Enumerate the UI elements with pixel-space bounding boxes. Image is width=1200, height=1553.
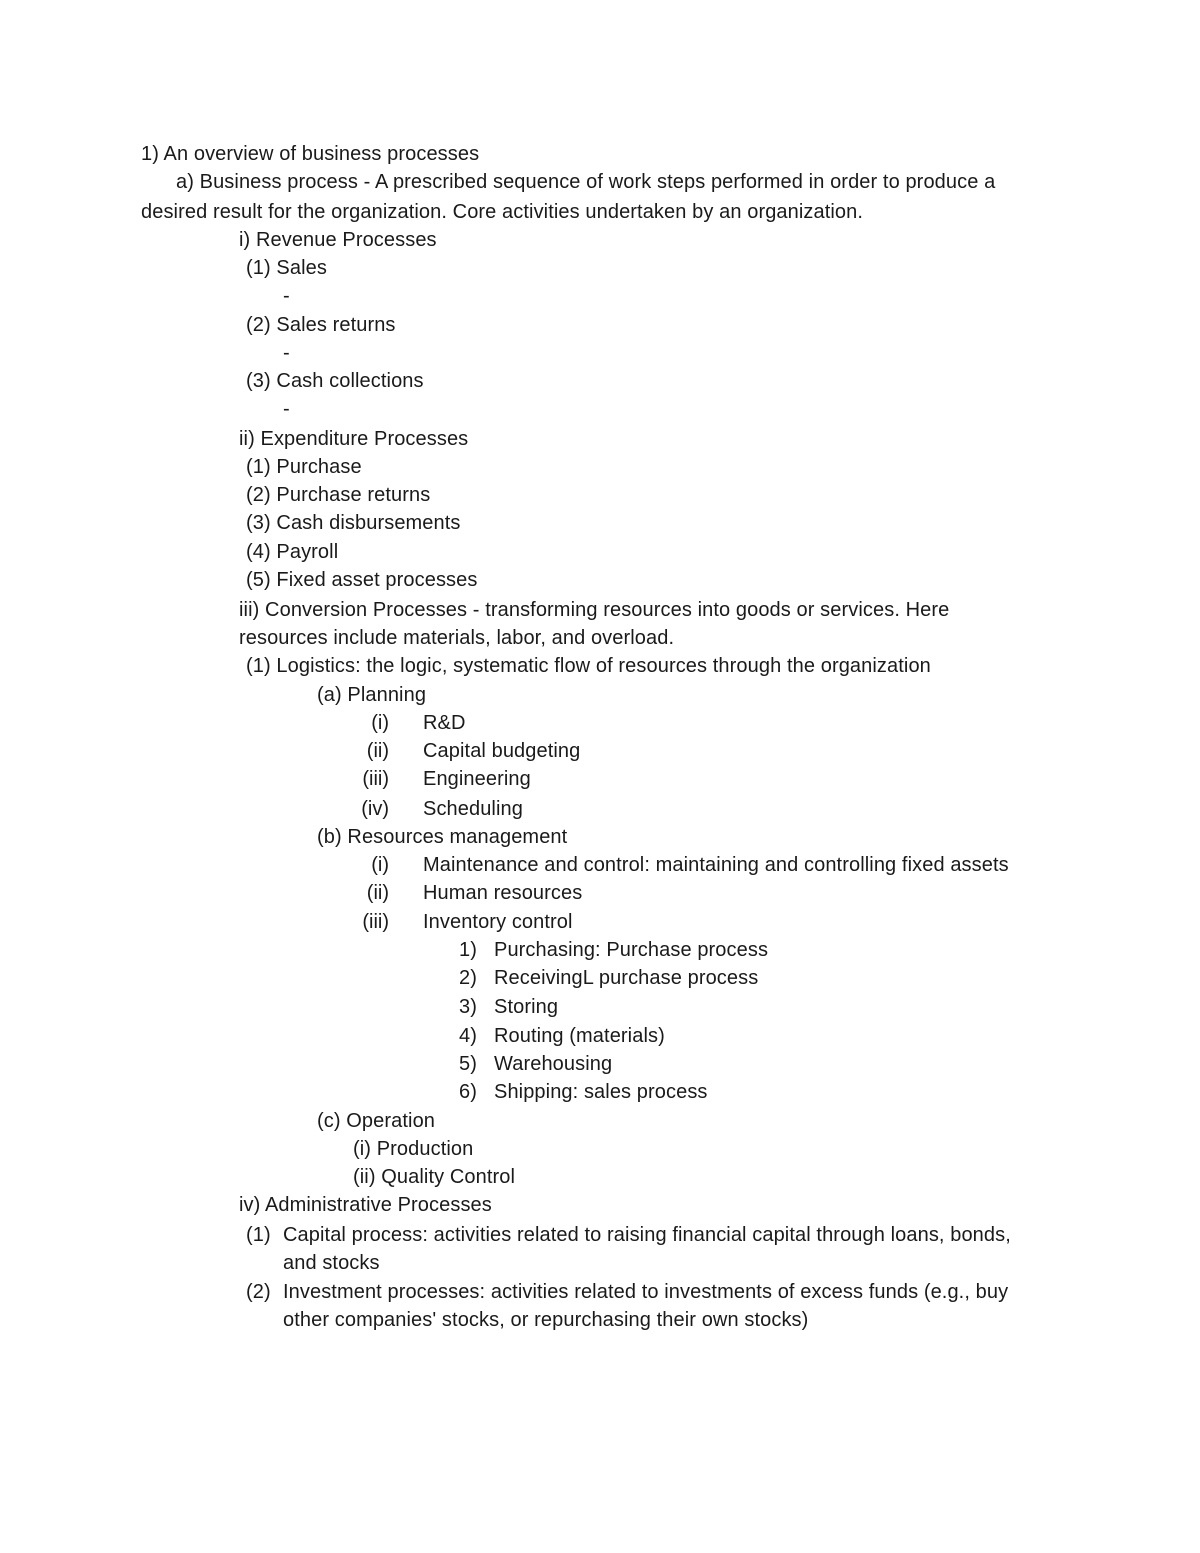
administrative-title: iv) Administrative Processes	[239, 1194, 492, 1216]
revenue-item: (3) Cash collections	[246, 370, 424, 392]
administrative-item-number: (1)	[246, 1224, 271, 1246]
definition-line-1: a) Business process - A prescribed sequence of work steps performed in order to produce a	[176, 171, 996, 193]
inventory-item-text: Warehousing	[494, 1053, 613, 1075]
expenditure-item: (4) Payroll	[246, 541, 339, 563]
resources-item-text: Maintenance and control: maintaining and controlling fixed assets	[423, 854, 1009, 876]
inventory-item-number: 3)	[459, 996, 477, 1018]
planning-item-number: (i)	[371, 712, 389, 734]
inventory-item-text: Routing (materials)	[494, 1025, 665, 1047]
investment-process-line-1: Investment processes: activities related to investments of excess funds (e.g., buy	[283, 1281, 1009, 1303]
inventory-item-number: 5)	[459, 1053, 477, 1075]
revenue-dash: -	[283, 398, 290, 420]
planning-item-number: (iv)	[361, 798, 389, 820]
planning-item-number: (iii)	[362, 768, 389, 790]
expenditure-title: ii) Expenditure Processes	[239, 428, 469, 450]
expenditure-item: (1) Purchase	[246, 456, 362, 478]
planning-item-text: Scheduling	[423, 798, 523, 820]
revenue-dash: -	[283, 285, 290, 307]
revenue-item: (1) Sales	[246, 257, 327, 279]
operation-item: (i) Production	[353, 1138, 474, 1160]
planning-item-text: Capital budgeting	[423, 740, 581, 762]
logistics-item: (1) Logistics: the logic, systematic flow of resources through the organization	[246, 655, 931, 677]
expenditure-item: (5) Fixed asset processes	[246, 569, 478, 591]
section-heading: 1) An overview of business processes	[141, 143, 480, 165]
inventory-item-number: 4)	[459, 1025, 477, 1047]
planning-title: (a) Planning	[317, 684, 427, 706]
resources-item-text: Human resources	[423, 882, 583, 904]
inventory-item-number: 6)	[459, 1081, 477, 1103]
expenditure-item: (2) Purchase returns	[246, 484, 431, 506]
resources-title: (b) Resources management	[317, 826, 568, 848]
investment-process-line-2: other companies' stocks, or repurchasing their own stocks)	[283, 1309, 809, 1331]
operation-item: (ii) Quality Control	[353, 1166, 516, 1188]
planning-item-text: Engineering	[423, 768, 531, 790]
inventory-item-number: 2)	[459, 967, 477, 989]
capital-process-line-2: and stocks	[283, 1252, 380, 1274]
inventory-item-text: Storing	[494, 996, 559, 1018]
revenue-dash: -	[283, 342, 290, 364]
administrative-item-number: (2)	[246, 1281, 271, 1303]
conversion-title-line-1: iii) Conversion Processes - transforming resources into goods or services. Here	[239, 599, 950, 621]
definition-line-2: desired result for the organization. Core activities undertaken by an organization.	[141, 201, 864, 223]
resources-item-number: (iii)	[362, 911, 389, 933]
revenue-item: (2) Sales returns	[246, 314, 396, 336]
planning-item-text: R&D	[423, 712, 466, 734]
inventory-item-number: 1)	[459, 939, 477, 961]
resources-item-text: Inventory control	[423, 911, 573, 933]
operation-title: (c) Operation	[317, 1110, 436, 1132]
inventory-item-text: ReceivingL purchase process	[494, 967, 759, 989]
inventory-item-text: Shipping: sales process	[494, 1081, 708, 1103]
resources-item-number: (i)	[371, 854, 389, 876]
capital-process-line-1: Capital process: activities related to raising financial capital through loans, bonds,	[283, 1224, 1011, 1246]
inventory-item-text: Purchasing: Purchase process	[494, 939, 769, 961]
expenditure-item: (3) Cash disbursements	[246, 512, 461, 534]
conversion-title-line-2: resources include materials, labor, and overload.	[239, 627, 675, 649]
planning-item-number: (ii)	[366, 740, 389, 762]
resources-item-number: (ii)	[366, 882, 389, 904]
revenue-title: i) Revenue Processes	[239, 229, 437, 251]
